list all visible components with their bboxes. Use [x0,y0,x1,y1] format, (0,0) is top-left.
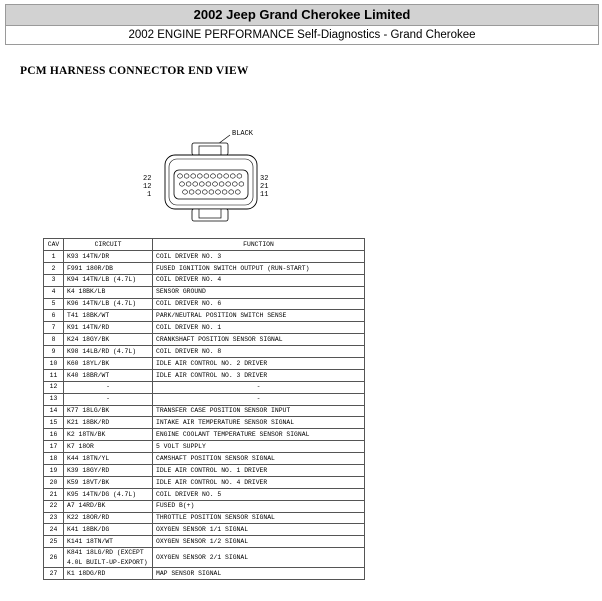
column-header-cav: CAV [44,239,64,251]
function-cell: THROTTLE POSITION SENSOR SIGNAL [153,512,365,524]
function-cell: MAP SENSOR SIGNAL [153,568,365,580]
cav-cell: 22 [44,500,64,512]
table-row [44,358,365,370]
function-cell: IDLE AIR CONTROL NO. 3 DRIVER [153,369,365,381]
pinout-table [43,238,365,580]
table-row [44,405,365,417]
table-row [44,310,365,322]
table-row [44,488,365,500]
circuit-cell: K7 18OR [64,441,153,453]
table-row [44,524,365,536]
function-cell: COIL DRIVER NO. 5 [153,488,365,500]
table-row [44,251,365,263]
column-header-circuit: CIRCUIT [64,239,153,251]
cav-cell: 3 [44,274,64,286]
function-cell: OXYGEN SENSOR 1/2 SIGNAL [153,536,365,548]
circuit-cell: K95 14TN/DG (4.7L) [64,488,153,500]
table-header-row [44,239,365,251]
connector-drawing [140,125,280,235]
pin-cavity [184,174,189,178]
function-cell: TRANSFER CASE POSITION SENSOR INPUT [153,405,365,417]
function-cell: COIL DRIVER NO. 4 [153,274,365,286]
function-cell: FUSED IGNITION SWITCH OUTPUT (RUN-START) [153,262,365,274]
cav-cell: 24 [44,524,64,536]
table-row [44,274,365,286]
cav-cell: 15 [44,417,64,429]
circuit-cell: K39 18GY/RD [64,465,153,477]
circuit-cell: K24 18GY/BK [64,334,153,346]
function-cell: IDLE AIR CONTROL NO. 2 DRIVER [153,358,365,370]
pin-cavity [191,174,196,178]
circuit-cell: K60 18YL/BK [64,358,153,370]
function-cell: FUSED B(+) [153,500,365,512]
table-row [44,548,365,568]
cav-cell: 4 [44,286,64,298]
function-cell: OXYGEN SENSOR 2/1 SIGNAL [153,548,365,568]
left-pin-label: 12 [143,183,152,191]
circuit-cell: K96 14TN/LB (4.7L) [64,298,153,310]
circuit-cell: K1 18DG/RD [64,568,153,580]
circuit-cell: K2 18TN/BK [64,429,153,441]
table-row [44,476,365,488]
pin-cavity [213,182,218,186]
function-cell: CRANKSHAFT POSITION SENSOR SIGNAL [153,334,365,346]
cav-cell: 20 [44,476,64,488]
pin-cavity [180,182,185,186]
function-cell: ENGINE COOLANT TEMPERATURE SENSOR SIGNAL [153,429,365,441]
circuit-cell: K93 14TN/DR [64,251,153,263]
circuit-cell: A7 14RD/BK [64,500,153,512]
circuit-cell: K40 18BR/WT [64,369,153,381]
function-cell: COIL DRIVER NO. 1 [153,322,365,334]
cav-cell: 16 [44,429,64,441]
right-pin-label: 21 [260,183,269,191]
table-row [44,346,365,358]
cav-cell: 27 [44,568,64,580]
cav-cell: 17 [44,441,64,453]
table-row [44,536,365,548]
pin-cavity [197,174,202,178]
pin-cavity [189,190,194,194]
pin-cavity [193,182,198,186]
pin-cavity [183,190,188,194]
table-row [44,322,365,334]
pin-cavity [211,174,216,178]
pin-cavity [206,182,211,186]
table-row [44,298,365,310]
circuit-cell: K98 14LB/RD (4.7L) [64,346,153,358]
connector-diagram [140,125,280,235]
cav-cell: 14 [44,405,64,417]
cav-cell: 13 [44,393,64,405]
pin-cavity [178,174,183,178]
circuit-cell: K59 18VT/BK [64,476,153,488]
table-row [44,512,365,524]
table-row [44,441,365,453]
pin-cavity [239,182,244,186]
pin-cavity [196,190,201,194]
document-header [5,4,599,45]
cav-cell: 10 [44,358,64,370]
function-cell: - [153,381,365,393]
table-row [44,262,365,274]
circuit-cell: K77 18LG/BK [64,405,153,417]
cav-cell: 11 [44,369,64,381]
function-cell: PARK/NEUTRAL POSITION SWITCH SENSE [153,310,365,322]
cav-cell: 12 [44,381,64,393]
pin-cavity [224,174,229,178]
table-row [44,286,365,298]
circuit-cell: K91 14TN/RD [64,322,153,334]
table-row [44,568,365,580]
left-pin-label: 1 [147,191,152,199]
circuit-cell: K21 18BK/RD [64,417,153,429]
pin-cavity [199,182,204,186]
function-cell: COIL DRIVER NO. 8 [153,346,365,358]
document-subtitle: 2002 ENGINE PERFORMANCE Self-Diagnostics - Grand Cherokee [128,29,476,41]
table-row [44,369,365,381]
circuit-cell: T41 18BK/WT [64,310,153,322]
document-title: 2002 Jeep Grand Cherokee Limited [6,5,598,26]
cav-cell: 25 [44,536,64,548]
pin-cavity [237,174,242,178]
cav-cell: 6 [44,310,64,322]
table-row [44,465,365,477]
pin-cavity [209,190,214,194]
table-row [44,381,365,393]
color-label: BLACK [232,130,254,138]
section-title: PCM HARNESS CONNECTOR END VIEW [20,65,249,77]
left-pin-label: 22 [143,175,152,183]
table-row [44,334,365,346]
table-row [44,453,365,465]
function-cell: OXYGEN SENSOR 1/1 SIGNAL [153,524,365,536]
function-cell: CAMSHAFT POSITION SENSOR SIGNAL [153,453,365,465]
circuit-cell: K22 18OR/RD [64,512,153,524]
pin-cavity [226,182,231,186]
pin-cavity [222,190,227,194]
circuit-cell: K94 14TN/LB (4.7L) [64,274,153,286]
circuit-cell: K44 18TN/YL [64,453,153,465]
cav-cell: 19 [44,465,64,477]
cav-cell: 5 [44,298,64,310]
function-cell: IDLE AIR CONTROL NO. 1 DRIVER [153,465,365,477]
pin-cavity [229,190,234,194]
function-cell: COIL DRIVER NO. 3 [153,251,365,263]
function-cell: INTAKE AIR TEMPERATURE SENSOR SIGNAL [153,417,365,429]
circuit-cell: - [64,381,153,393]
pin-cavity [216,190,221,194]
pin-cavity [217,174,222,178]
pin-cavity [235,190,240,194]
function-cell: COIL DRIVER NO. 6 [153,298,365,310]
table-row [44,417,365,429]
function-cell: 5 VOLT SUPPLY [153,441,365,453]
circuit-cell: K141 18TN/WT [64,536,153,548]
function-cell: SENSOR GROUND [153,286,365,298]
pin-cavity [230,174,235,178]
right-pin-label: 32 [260,175,269,183]
cav-cell: 1 [44,251,64,263]
cav-cell: 21 [44,488,64,500]
pin-cavity [232,182,237,186]
cav-cell: 2 [44,262,64,274]
circuit-cell: - [64,393,153,405]
cav-cell: 26 [44,548,64,568]
cav-cell: 8 [44,334,64,346]
cav-cell: 23 [44,512,64,524]
circuit-cell: K841 18LG/RD (EXCEPT 4.0L BUILT-UP-EXPORT) [64,548,153,568]
function-cell: - [153,393,365,405]
circuit-cell: K41 18BK/DG [64,524,153,536]
pin-cavity [202,190,207,194]
table-row [44,393,365,405]
right-pin-label: 11 [260,191,269,199]
circuit-cell: K4 18BK/LB [64,286,153,298]
table-row [44,500,365,512]
pin-cavity [219,182,224,186]
circuit-cell: F991 180R/DB [64,262,153,274]
pin-cavity [186,182,191,186]
function-cell: IDLE AIR CONTROL NO. 4 DRIVER [153,476,365,488]
cav-cell: 7 [44,322,64,334]
cav-cell: 9 [44,346,64,358]
table-row [44,429,365,441]
cav-cell: 18 [44,453,64,465]
column-header-function: FUNCTION [153,239,365,251]
pin-cavity [204,174,209,178]
